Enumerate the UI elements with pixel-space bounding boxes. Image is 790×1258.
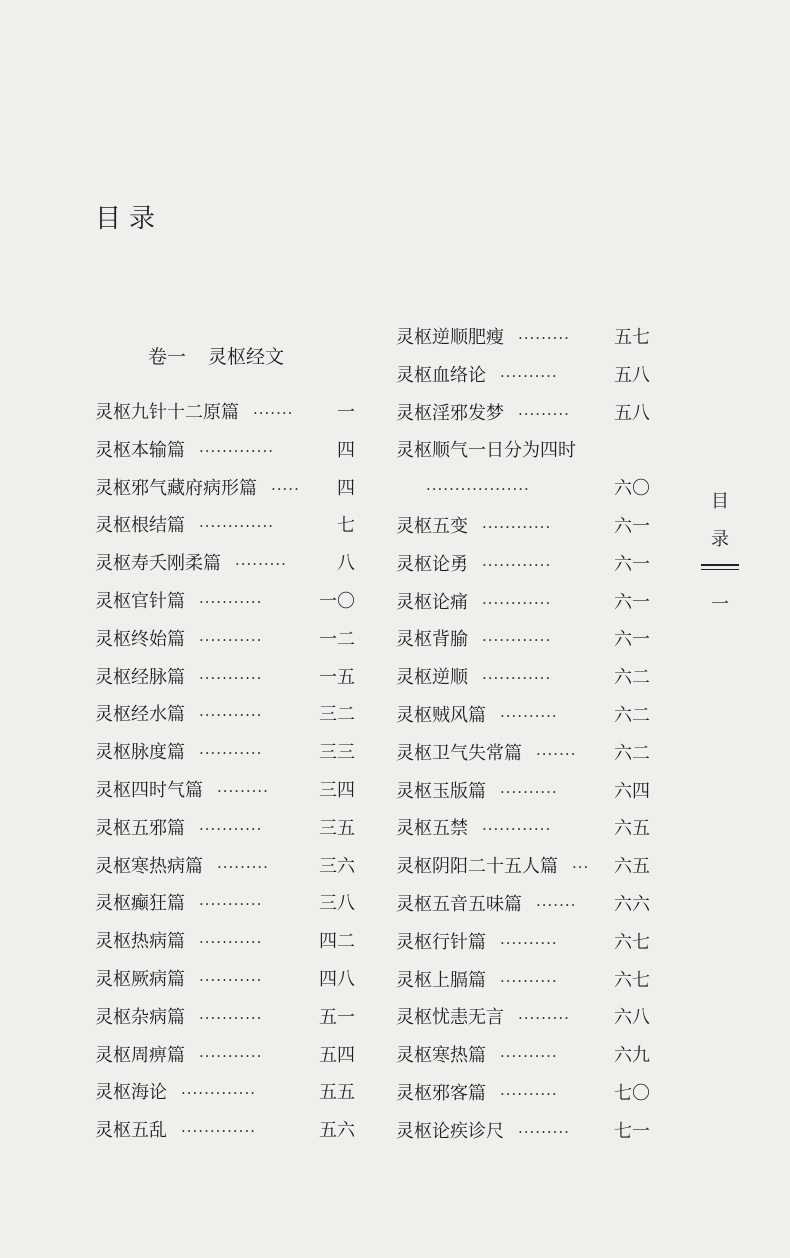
toc-entry-title: 灵枢忧恚无言: [396, 1007, 504, 1029]
toc-entry[interactable]: [95, 738, 355, 768]
toc-entry[interactable]: [95, 436, 355, 466]
toc-entry-page: 八: [337, 553, 355, 575]
toc-entry-title: 灵枢行针篇: [396, 931, 486, 953]
toc-entry[interactable]: [95, 474, 355, 504]
toc-entry[interactable]: [396, 588, 650, 618]
toc-entry[interactable]: [396, 966, 650, 996]
toc-entry-page: 六五: [614, 856, 650, 878]
dot-leader: ·············: [199, 441, 274, 460]
toc-entry-title: 灵枢论勇: [396, 553, 468, 575]
toc-entry-title: 灵枢逆顺肥瘦: [396, 327, 504, 348]
toc-entry-title: 灵枢周痹篇: [95, 1044, 185, 1066]
page-title: 目录: [95, 204, 164, 234]
toc-entry[interactable]: [95, 1041, 355, 1071]
toc-entry-page: 六二: [614, 742, 650, 764]
toc-entry-title: 灵枢论疾诊尺: [396, 1120, 504, 1142]
toc-entry[interactable]: [396, 663, 650, 693]
dot-leader: ···········: [199, 706, 263, 725]
dot-leader: ··········: [500, 933, 558, 952]
page-number: 一: [711, 594, 729, 615]
toc-entry-page: 三三: [319, 742, 355, 764]
toc-entry[interactable]: [396, 928, 650, 958]
toc-entry-page: 六一: [614, 629, 650, 651]
dot-leader: ··········: [500, 782, 558, 801]
dot-leader: ············: [482, 593, 552, 612]
toc-entry-title: 灵枢寒热篇: [396, 1045, 486, 1067]
runner-rule: [701, 569, 739, 570]
toc-entry-page: 六二: [614, 705, 650, 726]
toc-entry-title: 灵枢五变: [396, 516, 468, 537]
toc-entry-page: 五七: [614, 327, 650, 348]
toc-entry[interactable]: [396, 399, 650, 429]
dot-leader: ·············: [181, 1122, 256, 1141]
dot-leader: ············: [482, 820, 552, 839]
toc-entry-page: 六七: [614, 969, 650, 991]
dot-leader: ·······: [253, 404, 294, 422]
dot-leader: ···········: [199, 1008, 263, 1027]
toc-entry[interactable]: [95, 663, 355, 693]
toc-entry-page: 七一: [614, 1120, 650, 1142]
toc-entry-title: 灵枢顺气一日分为四时: [396, 440, 576, 462]
toc-entry-title: 灵枢贼风篇: [396, 705, 486, 726]
dot-leader: ·········: [217, 782, 269, 800]
dot-leader: ···: [572, 858, 590, 877]
toc-entry[interactable]: [95, 700, 355, 730]
toc-entry-page: 三六: [319, 855, 355, 877]
toc-entry-page: 六五: [614, 818, 650, 840]
toc-entry[interactable]: [95, 965, 355, 995]
toc-entry-page: 六八: [614, 1007, 650, 1029]
runner-char: 录: [711, 529, 729, 550]
toc-entry[interactable]: [95, 625, 355, 655]
toc-entry-title: 灵枢经脉篇: [95, 666, 185, 688]
toc-entry-page: 六九: [614, 1045, 650, 1067]
toc-entry-title: 灵枢上膈篇: [396, 969, 486, 991]
dot-leader: ··········: [500, 971, 558, 990]
dot-leader: ·······: [536, 744, 577, 763]
dot-leader: ············: [482, 669, 552, 688]
toc-entry[interactable]: [95, 776, 355, 806]
toc-entry[interactable]: [95, 587, 355, 617]
runner-char: 目: [711, 491, 729, 512]
dot-leader: ···········: [199, 895, 263, 914]
toc-entry-page: 五八: [614, 364, 650, 386]
toc-entry-page: 五五: [319, 1082, 355, 1104]
toc-entry[interactable]: [396, 361, 650, 391]
dot-leader: ············: [482, 518, 552, 536]
toc-entry[interactable]: [95, 549, 355, 579]
toc-entry-title: 灵枢寿夭刚柔篇: [95, 553, 221, 575]
toc-entry[interactable]: [396, 814, 650, 844]
toc-entry-title: 灵枢邪气藏府病形篇: [95, 477, 257, 499]
toc-entry[interactable]: [95, 511, 355, 541]
toc-entry-page: 四: [337, 477, 355, 499]
toc-entry-title: 灵枢九针十二原篇: [95, 402, 239, 423]
toc-entry-title: 灵枢淫邪发梦: [396, 402, 504, 424]
toc-entry[interactable]: [396, 852, 650, 882]
dot-leader: ···········: [199, 1046, 263, 1065]
toc-entry-title: 灵枢血络论: [396, 364, 486, 386]
running-header: [700, 488, 740, 616]
toc-entry[interactable]: [396, 550, 650, 580]
toc-entry-page: 一〇: [319, 591, 355, 612]
dot-leader: ···········: [199, 819, 263, 838]
dot-leader: ···········: [199, 668, 263, 687]
dot-leader: ············: [482, 555, 552, 574]
toc-entry-title: 灵枢五乱: [95, 1120, 167, 1142]
volume-name: 灵枢经文: [208, 346, 285, 368]
toc-entry-title: 灵枢海论: [95, 1082, 167, 1104]
dot-leader: ·········: [518, 1122, 570, 1141]
toc-entry-title: 灵枢五邪篇: [95, 817, 185, 839]
toc-entry-title: 灵枢玉版篇: [396, 780, 486, 802]
dot-leader: ·····: [271, 479, 300, 498]
toc-entry-title: 灵枢寒热病篇: [95, 855, 203, 877]
toc-entry-page: 三五: [319, 817, 355, 839]
toc-entry[interactable]: [396, 474, 650, 504]
toc-entry-page: 三四: [319, 780, 355, 801]
dot-leader: ···········: [199, 744, 263, 763]
toc-entry[interactable]: [95, 1116, 355, 1146]
toc-entry-page: 五六: [319, 1120, 355, 1142]
dot-leader: ··········: [500, 366, 558, 385]
toc-entry-page: 六二: [614, 667, 650, 689]
dot-leader: ···········: [199, 630, 263, 649]
toc-entry-page: 六四: [614, 780, 650, 802]
dot-leader: ·············: [181, 1084, 256, 1103]
toc-entry-title: 灵枢终始篇: [95, 628, 185, 650]
toc-entry[interactable]: [396, 1079, 650, 1109]
toc-entry-title: 灵枢官针篇: [95, 591, 185, 612]
toc-entry[interactable]: [396, 625, 650, 655]
dot-leader: ···········: [199, 971, 263, 989]
dot-leader: ·········: [518, 404, 570, 423]
toc-entry-page: 一五: [319, 666, 355, 688]
dot-leader: ·······: [536, 896, 577, 914]
toc-entry[interactable]: [396, 777, 650, 807]
toc-entry-title: 灵枢四时气篇: [95, 780, 203, 801]
toc-entry[interactable]: [396, 701, 650, 731]
toc-entry-title: 灵枢经水篇: [95, 704, 185, 726]
dot-leader: ·············: [199, 517, 274, 536]
toc-entry-title: 灵枢五音五味篇: [396, 894, 522, 915]
dot-leader: ···········: [199, 933, 263, 952]
toc-entry-page: 一: [337, 402, 355, 423]
toc-entry-page: 三二: [319, 704, 355, 726]
toc-entry-page: 七: [337, 515, 355, 537]
dot-leader: ·········: [518, 329, 570, 347]
toc-entry-title: 灵枢逆顺: [396, 667, 468, 689]
dot-leader: ··················: [426, 480, 530, 499]
toc-entry-title: 灵枢邪客篇: [396, 1083, 486, 1104]
toc-entry-page: 六一: [614, 591, 650, 613]
toc-entry-title: 灵枢阴阳二十五人篇: [396, 856, 558, 878]
toc-entry-page: 四八: [319, 969, 355, 990]
toc-entry-page: 四二: [319, 931, 355, 953]
runner-rule: [701, 564, 739, 566]
toc-entry-title: 灵枢杂病篇: [95, 1006, 185, 1028]
dot-leader: ··········: [500, 707, 558, 725]
toc-entry[interactable]: [396, 436, 650, 466]
toc-entry-page: 三八: [319, 893, 355, 915]
toc-entry-title: 灵枢脉度篇: [95, 742, 185, 764]
toc-entry-title: 灵枢根结篇: [95, 515, 185, 537]
toc-entry-page: 六七: [614, 931, 650, 953]
toc-entry[interactable]: [95, 852, 355, 882]
dot-leader: ·········: [235, 555, 287, 574]
toc-entry-page: 六一: [614, 516, 650, 537]
toc-entry[interactable]: [396, 739, 650, 769]
toc-entry[interactable]: [95, 889, 355, 919]
toc-entry-title: 灵枢卫气失常篇: [396, 742, 522, 764]
toc-entry-title: 灵枢本输篇: [95, 439, 185, 461]
volume-prefix: 卷一: [148, 346, 187, 368]
toc-entry[interactable]: [95, 1003, 355, 1033]
toc-entry[interactable]: [95, 814, 355, 844]
dot-leader: ·········: [217, 857, 269, 876]
toc-entry-title: 灵枢癫狂篇: [95, 893, 185, 915]
toc-entry-title: 灵枢热病篇: [95, 931, 185, 953]
toc-entry[interactable]: [396, 1117, 650, 1147]
toc-entry[interactable]: [95, 398, 355, 428]
toc-entry-title: 灵枢论痛: [396, 591, 468, 613]
volume-heading: [148, 342, 284, 369]
toc-entry-page: 五一: [319, 1006, 355, 1028]
dot-leader: ··········: [500, 1085, 558, 1103]
toc-entry-page: 五八: [614, 402, 650, 424]
dot-leader: ·········: [518, 1009, 570, 1028]
toc-entry[interactable]: [95, 1078, 355, 1108]
toc-entry-page: 六一: [614, 553, 650, 575]
toc-entry-title: 灵枢背腧: [396, 629, 468, 651]
dot-leader: ···········: [199, 593, 263, 611]
toc-entry[interactable]: [396, 1041, 650, 1071]
dot-leader: ············: [482, 631, 552, 650]
toc-entry[interactable]: [396, 512, 650, 542]
toc-entry[interactable]: [396, 323, 650, 353]
toc-entry-title: 灵枢厥病篇: [95, 969, 185, 990]
toc-entry-title: 灵枢五禁: [396, 818, 468, 840]
toc-entry-page: 一二: [319, 628, 355, 650]
toc-entry[interactable]: [396, 890, 650, 920]
toc-entry-page: 七〇: [614, 1083, 650, 1104]
toc-entry-page: 四: [337, 439, 355, 461]
toc-entry-page: 六六: [614, 894, 650, 915]
toc-entry-page: 五四: [319, 1044, 355, 1066]
toc-entry-page: 六〇: [614, 478, 650, 500]
dot-leader: ··········: [500, 1047, 558, 1066]
toc-entry[interactable]: [95, 927, 355, 957]
toc-entry[interactable]: [396, 1003, 650, 1033]
